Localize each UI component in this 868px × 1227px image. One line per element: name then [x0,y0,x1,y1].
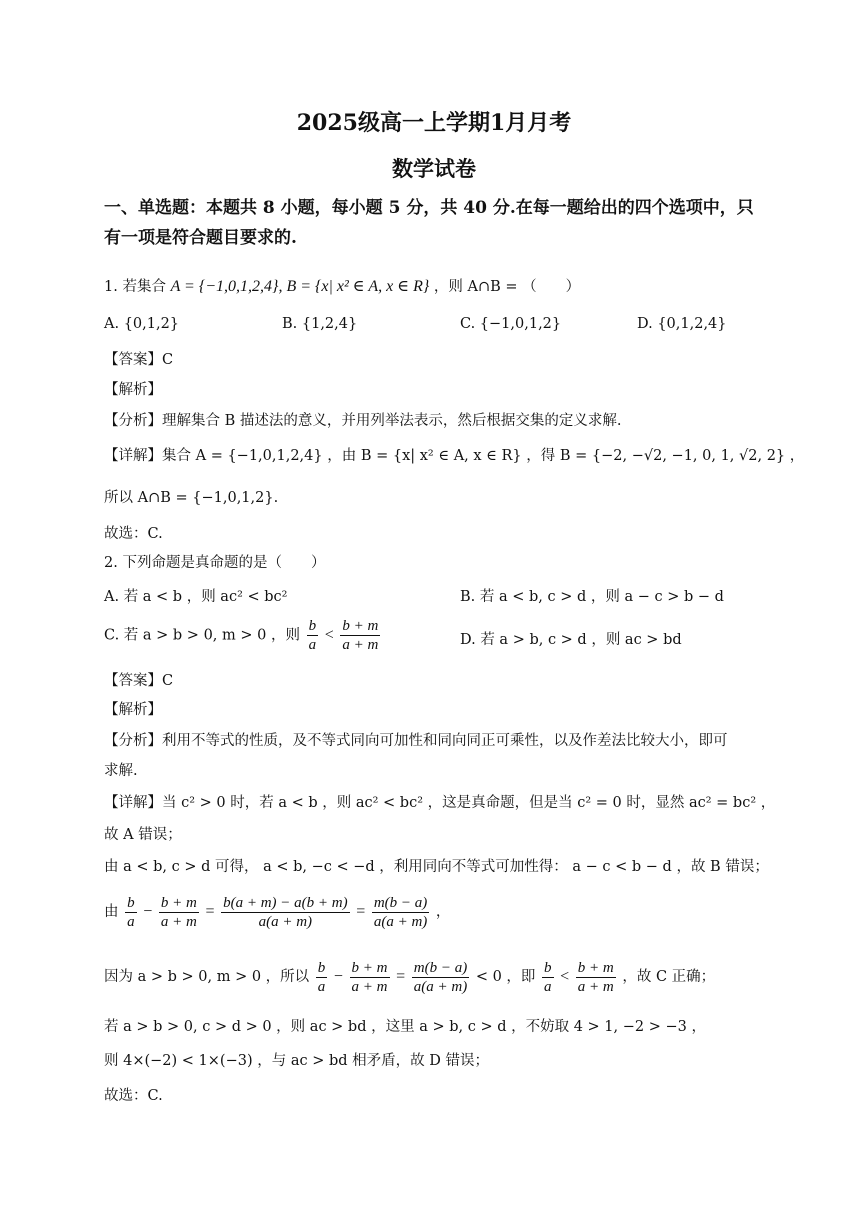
q2-option-c: C. 若 a > b > 0, m > 0 ，则 $\frac{b}{a}$ < $\frac{b + m}{a + m}$ [104,618,379,653]
q1-stem [104,277,580,297]
exam-title: 2025级高一上学期1月月考 [296,110,572,136]
q2-detail-line7: 则 4×(−2) < 1×(−3) ，与 ac > bd 相矛盾，故 D 错误； [104,1053,489,1069]
q1-analysis-heading: 【解析】 [104,382,162,398]
q2-detail-line3: 由 a < b, c > d 可得， a < b, −c < −d ，利用同向不等式可加性得： a − c < b − d ，故 B 错误； [104,859,769,875]
q2-option-d: D. 若 a > b, c > d ，则 ac > bd [460,632,682,648]
q1-option-d: D. {0,1,2,4} [637,316,727,332]
q2-detail-line4: 由 $\frac{b}{a}$ − $\frac{b + m}{a + m}$ = $\frac{b(a + m) - a(b + m)}{a(a + m)}$ = $\frac{m(b - a)}{a(a + m)}$ ， [104,894,451,930]
q1-detail: 【详解】集合 A = {−1,0,1,2,4} ，由 B = {x| x² ∈ A, x ∈ R} ，得 B = {−2, −√2, −1, 0, 1, √2, 2} ， [104,448,805,464]
fraction-bm-over-am: $\frac{b + m}{a + m}$ [342,618,379,653]
q2-detail-line5: 因为 a > b > 0, m > 0 ，所以 $\frac{b}{a}$ − $\frac{b + m}{a + m}$ = $\frac{m(b - a)}{a(a + m)}$ < 0 ，即 $\frac{b}{a}$ < $\frac{b + m}{a + m}$ ，故 C 正确； [104,959,716,995]
q2-analysis-heading: 【解析】 [104,702,162,718]
section-heading-line2: 有一项是符合题目要求的. [104,228,297,248]
exam-subtitle: 数学试卷 [392,156,476,181]
q2-option-c-prefix: C. 若 a > b > 0, m > 0 ，则 [104,627,300,644]
q2-choose: 故选：C. [104,1088,163,1104]
q2-detail-line6: 若 a > b > 0, c > d > 0 ，则 ac > bd ，这里 a > b, c > d ，不妨取 4 > 1, −2 > −3 ， [104,1019,706,1035]
q1-fenxi: 【分析】理解集合 B 描述法的意义，并用列举法表示，然后根据交集的定义求解. [104,413,622,429]
q2-fenxi-line1: 【分析】利用不等式的性质，及不等式同向可加性和同向同正可乘性，以及作差法比较大小，即可 [104,733,728,749]
fraction-result: $\frac{m(b - a)}{a(a + m)}$ [373,894,428,930]
q1-answer: 【答案】C [104,352,174,368]
fraction-b-over-a: $\frac{b}{a}$ [308,618,317,653]
fraction-result: $\frac{m(b - a)}{a(a + m)}$ [413,959,468,995]
q2-option-b: B. 若 a < b, c > d ，则 a − c > b − d [460,589,724,605]
fraction-expanded: $\frac{b(a + m) - a(b + m)}{a(a + m)}$ [223,894,348,930]
q2-detail-line1: 【详解】当 c² > 0 时，若 a < b ，则 ac² < bc² ，这是真命题，但是当 c² = 0 时，显然 ac² = bc² ， [104,795,776,811]
fraction-b-over-a: $\frac{b}{a}$ [544,959,552,995]
q2-answer: 【答案】C [104,673,174,689]
q1-option-a: A. {0,1,2} [104,316,180,332]
q2-fenxi-line2: 求解. [104,763,138,779]
q1-stem-suffix: ，则 A∩B = （ ） [433,279,581,295]
fraction-bm-over-am: $\frac{b + m}{a + m}$ [577,959,614,995]
section-heading-line1: 一、单选题：本题共 8 小题，每小题 5 分，共 40 分.在每一题给出的四个选项中，只 [104,198,754,218]
fraction-bm-over-am: $\frac{b + m}{a + m}$ [160,894,197,930]
q1-option-c: C. {−1,0,1,2} [460,316,562,332]
fraction-b-over-a: $\frac{b}{a}$ [317,959,326,995]
fraction-bm-over-am: $\frac{b + m}{a + m}$ [351,959,388,995]
q2-detail-line2: 故 A 错误； [104,827,182,843]
q1-choose: 故选：C. [104,526,163,542]
q1-stem-prefix: 1. 若集合 [104,279,166,295]
fraction-b-over-a: $\frac{b}{a}$ [127,894,135,930]
q2-stem: 2. 下列命题是真命题的是（ ） [104,555,326,571]
q2-option-a: A. 若 a < b ，则 ac² < bc² [104,589,288,605]
q1-detail-conclusion: 所以 A∩B = {−1,0,1,2}. [104,490,279,506]
q1-stem-math: A = {−1,0,1,2,4}, B = {x| x² ∈ A, x ∈ R} [170,278,430,295]
q1-option-b: B. {1,2,4} [282,316,358,332]
